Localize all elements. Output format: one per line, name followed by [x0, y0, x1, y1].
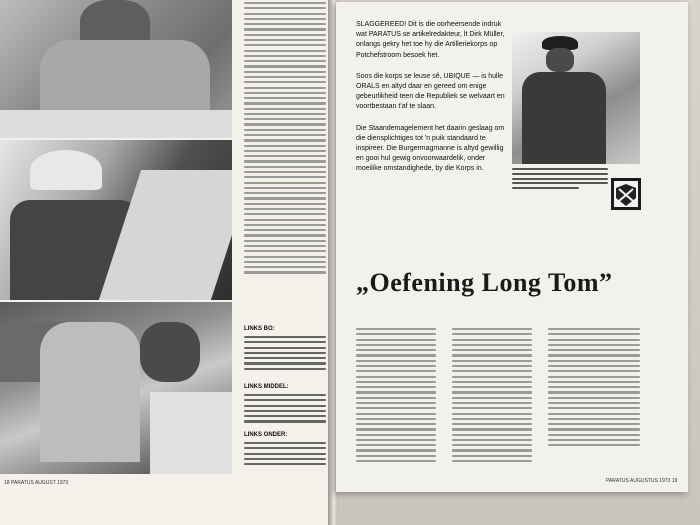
- photo-soldier-back: [140, 322, 200, 382]
- article-intro: [356, 20, 508, 186]
- magazine-name-left: PARATUS: [10, 480, 34, 486]
- photo-face: [546, 48, 574, 72]
- photo-cadet-drawing: [0, 0, 232, 138]
- intro-paragraph-2: Soos die korps se leuse sê, UBIQUE — is hulle ORALS en altyd daar en gereed om enige gebeurlikheid teen die Republiek se welvaart en voortbestaan t'af te slaan.: [356, 72, 505, 111]
- label-links-onder: LINKS ONDER:: [244, 432, 288, 438]
- right-page: [336, 2, 688, 492]
- photo-caption-commandant: [512, 168, 608, 192]
- right-body-column-3: [548, 328, 640, 449]
- photo-plotting-board: [99, 170, 232, 300]
- label-links-middel: LINKS MIDDEL:: [244, 384, 289, 390]
- photo-drawing-board: [0, 110, 232, 138]
- footer-left: [4, 480, 68, 486]
- caption-links-bo: [244, 336, 326, 373]
- issue-date-left: AUGUST 1973: [34, 480, 69, 486]
- photo-plotting-room: [0, 302, 232, 474]
- photo-chart-table: [150, 392, 232, 474]
- intro-paragraph-1: SLAGGEREED! Dit is die oorheersende indruk wat PARATUS se artikelredakteur, lt Dirk Müller, onlangs gekry het toe hy die Artilleriekorps op Potchefstroom besoek het.: [356, 21, 505, 59]
- page-number-right: 19: [671, 478, 678, 484]
- page-number-left: 18: [4, 480, 10, 486]
- photo-figure-body: [40, 40, 210, 120]
- label-links-bo: LINKS BO:: [244, 326, 275, 332]
- issue-date-right: AUGUSTUS 1973: [630, 478, 671, 484]
- article-headline: „Oefening Long Tom”: [356, 268, 613, 297]
- artillery-badge-icon: [611, 178, 641, 210]
- photo-helmet: [30, 150, 102, 190]
- left-body-column: [244, 2, 326, 277]
- photo-commandant: [512, 32, 640, 164]
- magazine-name-right: PARATUS: [606, 478, 629, 484]
- right-body-column-1: [356, 328, 436, 465]
- left-page: [0, 0, 330, 525]
- photo-soldier-front: [40, 322, 140, 462]
- caption-links-middel: [244, 394, 326, 426]
- crossed-cannons-icon: [611, 178, 641, 210]
- photo-soldier-helmet: [0, 140, 232, 300]
- footer-right: [606, 478, 677, 484]
- right-body-column-2: [452, 328, 532, 465]
- caption-links-onder: [244, 442, 326, 468]
- photo-uniform: [522, 72, 606, 164]
- intro-paragraph-3: Die Staandemagelement het daarin geslaag om die diensplichtiges tot 'n puik standaard te inspireer. Die Burgermagmanne is altyd gewillig en gooi hul gewig onvoorwaardelik, onder moeilike omstandighede, by die Korps in.: [356, 124, 505, 173]
